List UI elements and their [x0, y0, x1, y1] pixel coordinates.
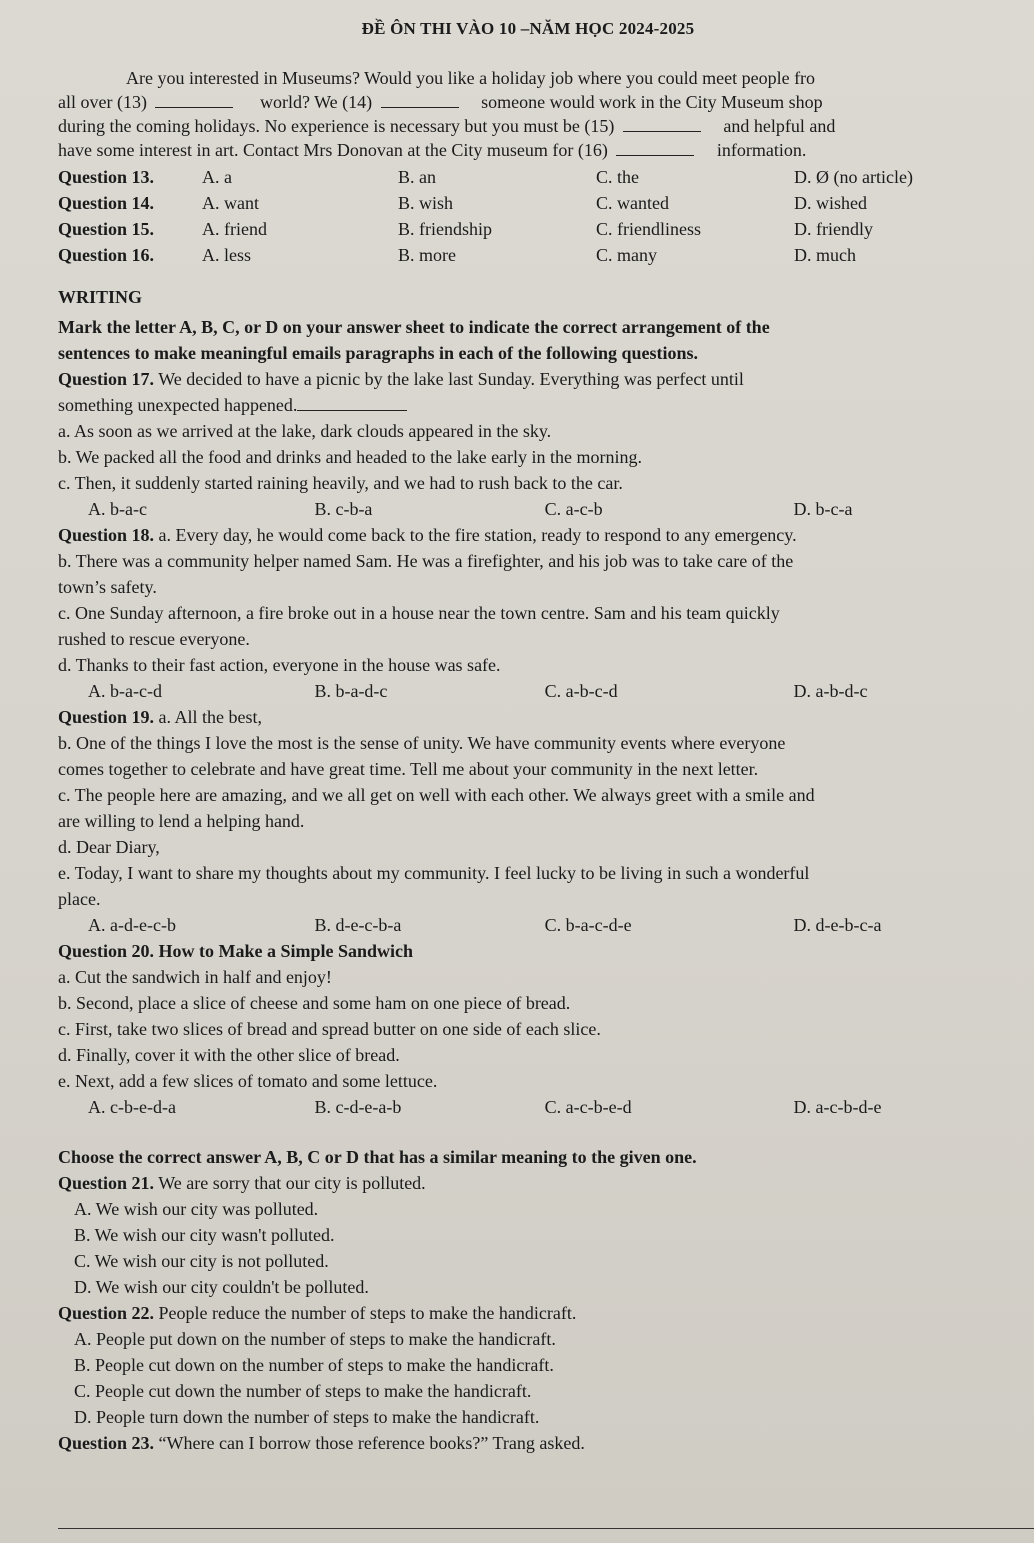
option-d[interactable]: D. wished [794, 193, 867, 213]
option-d[interactable]: D. Ø (no article) [794, 167, 913, 187]
option-a[interactable]: A. friend [202, 219, 267, 239]
sentence-b-cont: comes together to celebrate and have great time. Tell me about your community in the next letter. [58, 759, 759, 779]
writing-heading: WRITING [58, 287, 143, 307]
sentence-c: c. The people here are amazing, and we all get on well with each other. We always greet with a smile and [58, 785, 815, 805]
reading-passage [58, 66, 1020, 162]
question-14 [58, 190, 1020, 216]
option-c[interactable]: C. wanted [596, 193, 669, 213]
option-d[interactable]: D. much [794, 245, 856, 265]
passage-line-1: Are you interested in Museums? Would you like a holiday job where you could meet people fro [126, 68, 816, 88]
option-a[interactable]: A. c-b-e-d-a [88, 1097, 176, 1117]
question-label: Question 22. [58, 1303, 155, 1323]
sentence-b-cont: town’s safety. [58, 577, 157, 597]
similar-meaning-heading: Choose the correct answer A, B, C or D that has a similar meaning to the given one. [58, 1147, 697, 1167]
option-d[interactable]: D. d-e-b-c-a [793, 915, 882, 935]
passage-line-2 [58, 90, 1020, 114]
option-d[interactable]: D. a-c-b-d-e [793, 1097, 882, 1117]
sentence-e: e. Today, I want to share my thoughts about my community. I feel lucky to be living in such a wonderful [58, 863, 810, 883]
passage-line-3 [58, 114, 1020, 138]
passage-text: and helpful and [723, 116, 836, 136]
answer-options [58, 496, 1020, 522]
option-b[interactable]: B. more [398, 245, 456, 265]
sentence-b: b. There was a community helper named Sam. He was a firefighter, and his job was to take care of the [58, 551, 794, 571]
option-c[interactable]: C. People cut down the number of steps to make the handicraft. [74, 1381, 532, 1401]
option-b[interactable]: B. d-e-c-b-a [314, 915, 402, 935]
question-19 [58, 704, 1020, 938]
option-c[interactable]: C. a-c-b-e-d [544, 1097, 632, 1117]
question-stem: We decided to have a picnic by the lake last Sunday. Everything was perfect until [158, 369, 744, 389]
blank-15 [623, 117, 701, 132]
question-label: Question 16. [58, 245, 155, 265]
sentence-d: d. Finally, cover it with the other slice of bread. [58, 1045, 400, 1065]
option-b[interactable]: B. an [398, 167, 436, 187]
option-c[interactable]: C. a-c-b [544, 499, 603, 519]
option-d[interactable]: D. b-c-a [793, 499, 853, 519]
option-a[interactable]: A. b-a-c [88, 499, 147, 519]
question-16 [58, 242, 1020, 268]
question-label: Question 21. [58, 1173, 155, 1193]
sentence-b: b. One of the things I love the most is the sense of unity. We have community events where everyone [58, 733, 786, 753]
sentence-d: d. Dear Diary, [58, 837, 160, 857]
sentence-e: e. Next, add a few slices of tomato and some lettuce. [58, 1071, 438, 1091]
passage-text: someone would work in the City Museum shop [481, 92, 823, 112]
question-18 [58, 522, 1020, 704]
passage-text: during the coming holidays. No experience is necessary but you must be (15) [58, 116, 615, 136]
question-label: Question 14. [58, 193, 155, 213]
option-d[interactable]: D. a-b-d-c [793, 681, 868, 701]
sentence-a: a. All the best, [158, 707, 262, 727]
page-divider [58, 1528, 1034, 1529]
blank-16 [616, 141, 694, 156]
question-label: Question 20. How to Make a Simple Sandwich [58, 941, 414, 961]
option-b[interactable]: B. People cut down on the number of steps to make the handicraft. [74, 1355, 554, 1375]
option-d[interactable]: D. friendly [794, 219, 873, 239]
question-stem: We are sorry that our city is polluted. [158, 1173, 426, 1193]
passage-text: world? We (14) [259, 92, 373, 112]
blank-13 [155, 93, 233, 108]
option-b[interactable]: B. c-d-e-a-b [314, 1097, 402, 1117]
option-c[interactable]: C. b-a-c-d-e [544, 915, 632, 935]
passage-text: information. [716, 140, 807, 160]
option-a[interactable]: A. a-d-e-c-b [88, 915, 176, 935]
cloze-questions [58, 164, 1020, 268]
question-20 [58, 938, 1020, 1120]
option-a[interactable]: A. b-a-c-d [88, 681, 162, 701]
sentence-c: c. One Sunday afternoon, a fire broke out in a house near the town centre. Sam and his team quickly [58, 603, 780, 623]
blank-14 [381, 93, 459, 108]
option-b[interactable]: B. We wish our city wasn't polluted. [74, 1225, 335, 1245]
sentence-a: a. Cut the sandwich in half and enjoy! [58, 967, 332, 987]
option-d[interactable]: D. People turn down the number of steps to make the handicraft. [74, 1407, 540, 1427]
question-13 [58, 164, 1020, 190]
option-d[interactable]: D. We wish our city couldn't be polluted. [74, 1277, 369, 1297]
question-label: Question 18. [58, 525, 155, 545]
option-b[interactable]: B. c-b-a [314, 499, 373, 519]
question-label: Question 23. [58, 1433, 155, 1453]
question-stem: something unexpected happened. [58, 395, 298, 415]
question-23 [58, 1430, 1020, 1456]
passage-text: have some interest in art. Contact Mrs Donovan at the City museum for (16) [58, 140, 608, 160]
sentence-e-cont: place. [58, 889, 101, 909]
option-c[interactable]: C. a-b-c-d [544, 681, 618, 701]
question-stem: People reduce the number of steps to make the handicraft. [158, 1303, 577, 1323]
option-a[interactable]: A. want [202, 193, 259, 213]
question-stem: “Where can I borrow those reference books?” Trang asked. [158, 1433, 585, 1453]
answer-options [58, 678, 1020, 704]
sentence-a: a. As soon as we arrived at the lake, dark clouds appeared in the sky. [58, 421, 552, 441]
question-label: Question 19. [58, 707, 155, 727]
option-c[interactable]: C. We wish our city is not polluted. [74, 1251, 329, 1271]
sentence-b: b. Second, place a slice of cheese and some ham on one piece of bread. [58, 993, 571, 1013]
sentence-a: a. Every day, he would come back to the fire station, ready to respond to any emergency. [158, 525, 797, 545]
option-c[interactable]: C. many [596, 245, 657, 265]
option-a[interactable]: A. a [202, 167, 232, 187]
sentence-b: b. We packed all the food and drinks and headed to the lake early in the morning. [58, 447, 643, 467]
sentence-c-cont: are willing to lend a helping hand. [58, 811, 305, 831]
question-label: Question 13. [58, 167, 155, 187]
sentence-c: c. First, take two slices of bread and spread butter on one side of each slice. [58, 1019, 601, 1039]
question-21 [58, 1170, 1020, 1300]
passage-text: all over (13) [58, 92, 147, 112]
passage-line-4 [58, 138, 1020, 162]
question-17 [58, 366, 1020, 522]
answer-options [58, 1094, 1020, 1120]
page-title: ĐỀ ÔN THI VÀO 10 –NĂM HỌC 2024-2025 [361, 19, 695, 38]
question-22 [58, 1300, 1020, 1430]
option-c[interactable]: C. the [596, 167, 639, 187]
question-label: Question 15. [58, 219, 155, 239]
option-c[interactable]: C. friendliness [596, 219, 701, 239]
option-b[interactable]: B. b-a-d-c [314, 681, 388, 701]
answer-blank [297, 396, 407, 411]
sentence-c-cont: rushed to rescue everyone. [58, 629, 250, 649]
option-a[interactable]: A. less [202, 245, 251, 265]
writing-instructions: Mark the letter A, B, C, or D on your answer sheet to indicate the correct arrangement of the [58, 317, 770, 337]
option-b[interactable]: B. wish [398, 193, 454, 213]
option-b[interactable]: B. friendship [398, 219, 492, 239]
option-a[interactable]: A. People put down on the number of steps to make the handicraft. [74, 1329, 556, 1349]
sentence-d: d. Thanks to their fast action, everyone in the house was safe. [58, 655, 501, 675]
question-15 [58, 216, 1020, 242]
sentence-c: c. Then, it suddenly started raining heavily, and we had to rush back to the car. [58, 473, 623, 493]
writing-instructions: sentences to make meaningful emails paragraphs in each of the following questions. [58, 343, 699, 363]
question-label: Question 17. [58, 369, 155, 389]
answer-options [58, 912, 1020, 938]
option-a[interactable]: A. We wish our city was polluted. [74, 1199, 319, 1219]
